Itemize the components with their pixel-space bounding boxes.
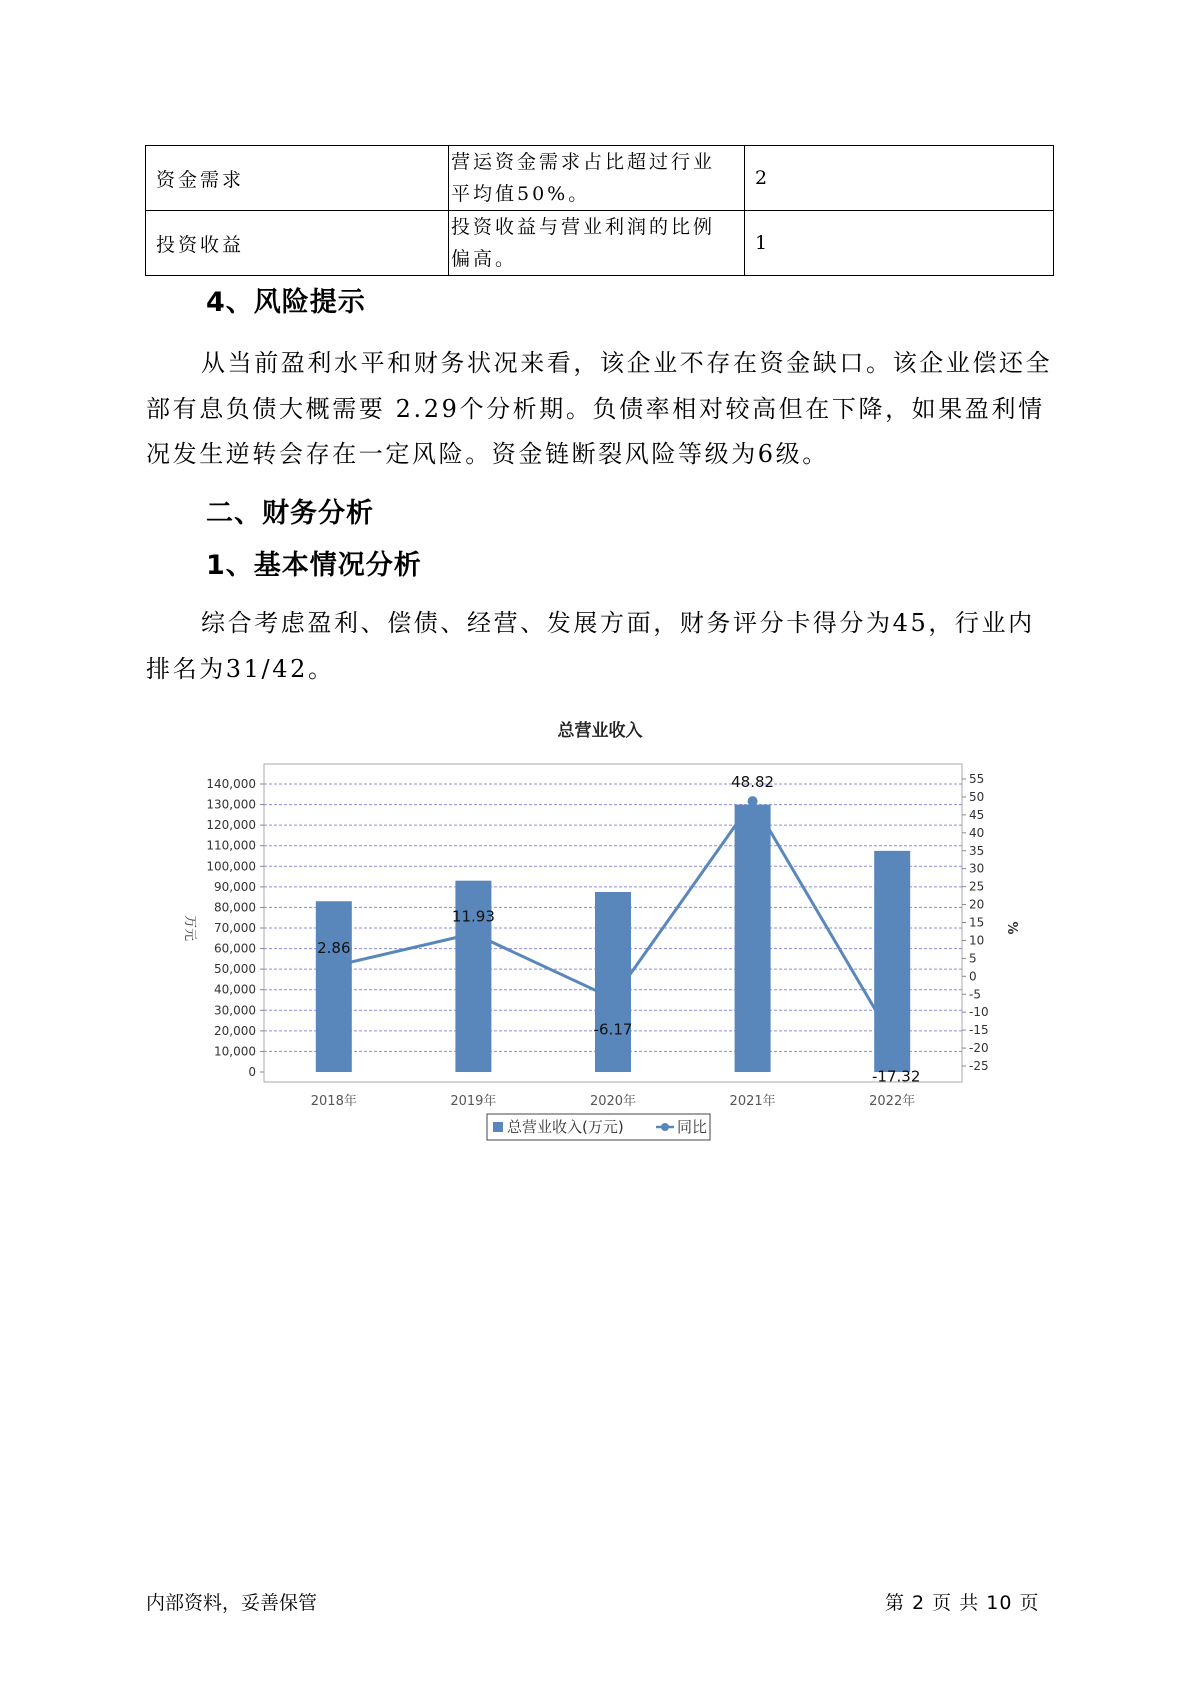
y-tick-label: 20,000 — [214, 1023, 256, 1038]
table-cell-name: 资金需求 — [146, 146, 449, 211]
y2-tick-label: 35 — [969, 843, 985, 858]
table-row — [146, 146, 1054, 211]
yoy-marker — [748, 796, 758, 806]
legend-label-revenue: 总营业收入(万元) — [507, 1118, 624, 1136]
right-axis — [962, 772, 989, 1073]
table-row — [146, 211, 1054, 276]
x-axis — [311, 1093, 915, 1109]
y-tick-label: 70,000 — [214, 921, 256, 935]
risk-table — [145, 145, 1054, 276]
y-tick-label: 40,000 — [214, 982, 256, 997]
y-tick-label: 100,000 — [206, 859, 256, 874]
y-tick-label: 10,000 — [214, 1044, 256, 1059]
table-cell-score: 1 — [745, 211, 1054, 276]
y-tick-label: 120,000 — [206, 818, 256, 833]
chart-title: 总营业收入 — [557, 721, 643, 741]
y-axis-label: 万元 — [182, 914, 197, 942]
legend-line-marker — [661, 1123, 669, 1131]
table-cell-desc: 营运资金需求占比超过行业平均值50%。 — [449, 146, 745, 211]
bar — [735, 805, 771, 1072]
basic-analysis-paragraph: 综合考虑盈利、偿债、经营、发展方面，财务评分卡得分为45，行业内排名为31/42。 — [146, 609, 1035, 683]
y2-tick-label: 0 — [969, 969, 977, 984]
risk-paragraph: 从当前盈利水平和财务状况来看，该企业不存在资金缺口。该企业偿还全部有息负债大概需要 2.29个分析期。负债率相对较高但在下降，如果盈利情况发生逆转会存在一定风险。资金链断裂风险等级为6级。 — [146, 349, 1053, 468]
left-axis — [206, 777, 264, 1079]
y2-tick-label: 45 — [969, 807, 985, 822]
yoy-data-label: 48.82 — [731, 773, 775, 792]
risk-heading: 4、风险提示 — [206, 287, 366, 318]
y2-axis-label: % — [1004, 921, 1019, 935]
y-tick-label: 130,000 — [206, 797, 256, 812]
y-tick-label: 80,000 — [214, 900, 256, 915]
footer-page-number: 第 2 页 共 10 页 — [885, 1592, 1040, 1614]
revenue-chart — [150, 710, 1020, 1180]
y2-tick-label: -25 — [969, 1059, 989, 1073]
x-tick-label: 2019年 — [450, 1094, 497, 1109]
y2-tick-label: 30 — [969, 861, 985, 876]
y2-tick-label: -10 — [969, 1005, 989, 1020]
table-cell-score: 2 — [745, 146, 1054, 211]
yoy-data-label: 2.86 — [317, 939, 351, 958]
y-tick-label: 140,000 — [206, 777, 256, 791]
y2-tick-label: 15 — [969, 915, 985, 930]
financial-analysis-heading: 二、财务分析 — [206, 498, 374, 529]
y2-tick-label: -5 — [969, 987, 981, 1002]
footer-left: 内部资料，妥善保管 — [146, 1592, 318, 1614]
x-tick-label: 2022年 — [869, 1094, 916, 1109]
table-cell-desc: 投资收益与营业利润的比例偏高。 — [449, 211, 745, 276]
chart-legend — [487, 1114, 710, 1140]
legend-bar-swatch — [493, 1122, 503, 1132]
y-tick-label: 0 — [248, 1065, 256, 1079]
bar — [874, 851, 910, 1072]
y-tick-label: 110,000 — [206, 838, 256, 853]
y2-tick-label: 25 — [969, 879, 985, 894]
legend-label-yoy: 同比 — [677, 1118, 708, 1136]
x-tick-label: 2020年 — [589, 1094, 637, 1109]
y-tick-label: 50,000 — [214, 962, 256, 977]
y2-tick-label: 20 — [969, 897, 985, 912]
y2-tick-label: -20 — [969, 1041, 989, 1056]
y2-tick-label: 50 — [969, 789, 985, 804]
table-cell-name: 投资收益 — [146, 211, 449, 276]
y-tick-label: 90,000 — [214, 879, 256, 894]
y-tick-label: 60,000 — [214, 941, 256, 956]
y2-tick-label: 10 — [969, 933, 985, 948]
y-tick-label: 30,000 — [214, 1003, 256, 1018]
y2-tick-label: -15 — [969, 1023, 989, 1038]
x-tick-label: 2021年 — [729, 1094, 776, 1109]
bar — [316, 901, 352, 1072]
y2-tick-label: 5 — [969, 951, 977, 966]
y2-tick-label: 40 — [969, 825, 985, 840]
basic-analysis-heading: 1、基本情况分析 — [206, 550, 422, 581]
y2-tick-label: 55 — [969, 772, 985, 786]
yoy-data-label: -6.17 — [593, 1020, 633, 1039]
yoy-data-label: 11.93 — [451, 907, 495, 926]
x-tick-label: 2018年 — [310, 1094, 357, 1109]
yoy-data-label: -17.32 — [872, 1067, 921, 1086]
